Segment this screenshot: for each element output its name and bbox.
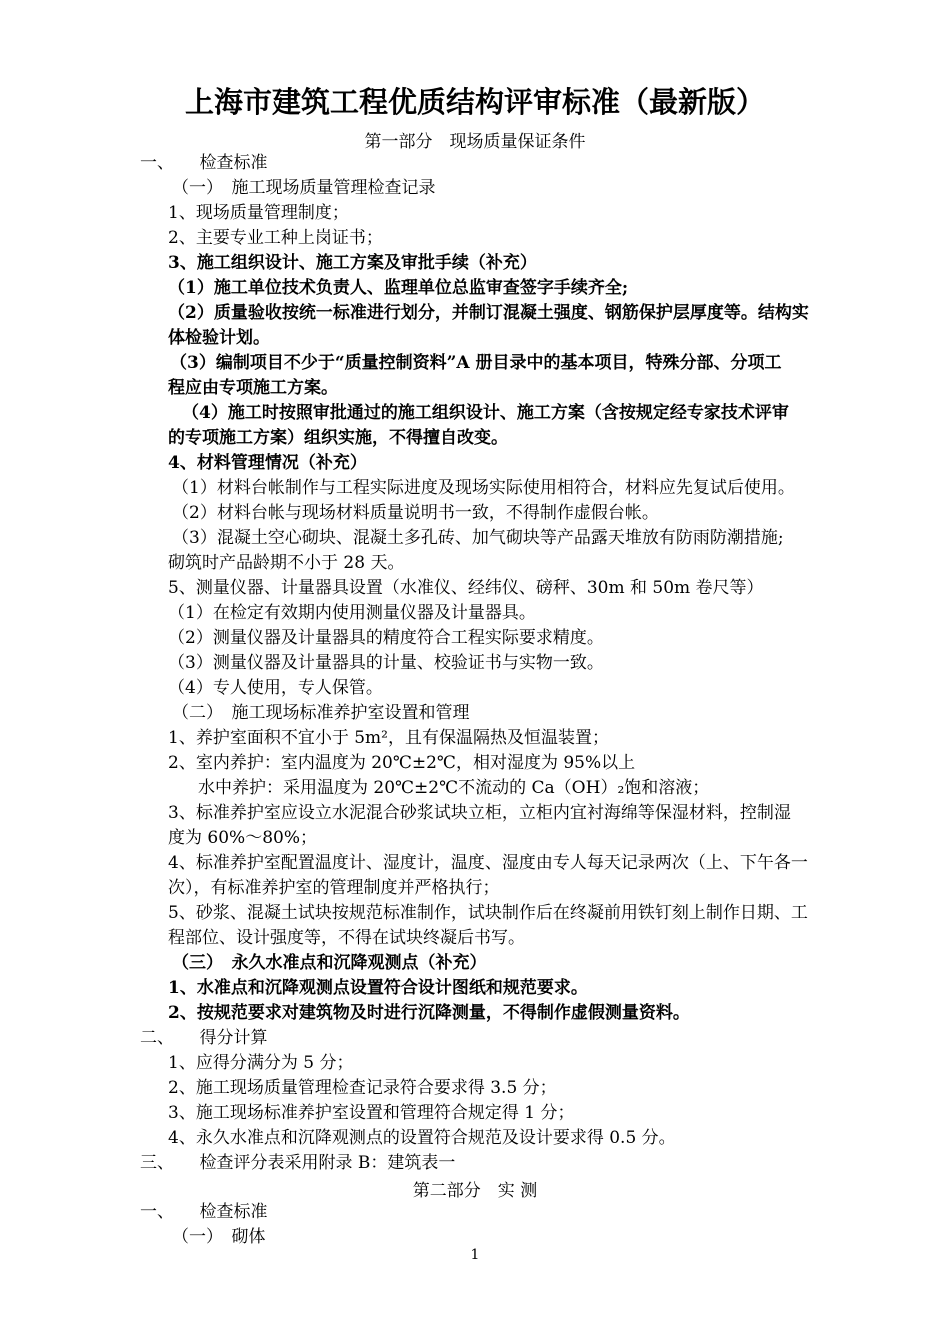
item-3-4-line1: （4）施工时按照审批通过的施工组织设计、施工方案（含按规定经专家技术评审	[182, 403, 789, 423]
curing-item-5-line2: 程部位、设计强度等，不得在试块终凝后书写。	[168, 928, 525, 948]
item-4-3-line1: （3）混凝土空心砌块、混凝土多孔砖、加气砌块等产品露天堆放有防雨防潮措施;	[172, 528, 784, 548]
section3-heading: 三、 检查评分表采用附录 B：建筑表一	[140, 1153, 456, 1173]
part2-section1-heading: 一、 检查标准	[140, 1202, 268, 1222]
item-5-2: （2）测量仪器及计量器具的精度符合工程实际要求精度。	[168, 628, 604, 648]
benchmark-item-1: 1、水准点和沉降观测点设置符合设计图纸和规范要求。	[168, 978, 588, 998]
item-4-2: （2）材料台帐与现场材料质量说明书一致，不得制作虚假台帐。	[172, 503, 659, 523]
item-3-3-line2: 程应由专项施工方案。	[168, 378, 338, 398]
part1-title: 第一部分 现场质量保证条件	[364, 132, 586, 152]
curing-item-2: 2、室内养护：室内温度为 20℃±2℃，相对湿度为 95%以上	[168, 753, 636, 773]
item-5-1: （1）在检定有效期内使用测量仪器及计量器具。	[168, 603, 536, 623]
item-1: 1、现场质量管理制度；	[168, 203, 349, 223]
score-item-4: 4、永久水准点和沉降观测点的设置符合规范及设计要求得 0.5 分。	[168, 1128, 676, 1148]
score-item-2: 2、施工现场质量管理检查记录符合要求得 3.5 分；	[168, 1078, 557, 1098]
item-3-4-line2: 的专项施工方案）组织实施，不得擅自改变。	[168, 428, 508, 448]
page-number: 1	[470, 1247, 480, 1263]
curing-item-4-line1: 4、标准养护室配置温度计、湿度计，温度、湿度由专人每天记录两次（上、下午各一	[168, 853, 808, 873]
subsection1-heading: （一） 施工现场质量管理检查记录	[172, 178, 436, 198]
curing-item-3-line2: 度为 60%～80%；	[168, 828, 317, 848]
item-3-1: （1）施工单位技术负责人、监理单位总监审查签字手续齐全;	[168, 278, 629, 298]
item-3: 3、施工组织设计、施工方案及审批手续（补充）	[168, 253, 537, 273]
item-5-4: （4）专人使用，专人保管。	[168, 678, 383, 698]
item-4-1: （1）材料台帐制作与工程实际进度及现场实际使用相符合，材料应先复试后使用。	[172, 478, 795, 498]
item-3-2-line1: （2）质量验收按统一标准进行划分，并制订混凝土强度、钢筋保护层厚度等。结构实	[168, 303, 809, 323]
score-item-1: 1、应得分满分为 5 分；	[168, 1053, 354, 1073]
part2-subsection1-heading: （一） 砌体	[172, 1227, 266, 1247]
section1-heading: 一、 检查标准	[140, 153, 268, 173]
document-title: 上海市建筑工程优质结构评审标准（最新版）	[184, 85, 765, 119]
item-5-3: （3）测量仪器及计量器具的计量、校验证书与实物一致。	[168, 653, 604, 673]
item-4: 4、材料管理情况（补充）	[168, 453, 367, 473]
curing-item-1: 1、养护室面积不宜小于 5m²，且有保温隔热及恒温装置；	[168, 728, 609, 748]
item-5: 5、测量仪器、计量器具设置（水准仪、经纬仪、磅秤、30m 和 50m 卷尺等）	[168, 578, 764, 598]
subsection3-heading: （三） 永久水准点和沉降观测点（补充）	[172, 953, 487, 973]
item-2: 2、主要专业工种上岗证书；	[168, 228, 383, 248]
benchmark-item-2: 2、按规范要求对建筑物及时进行沉降测量，不得制作虚假测量资料。	[168, 1003, 690, 1023]
score-item-3: 3、施工现场标准养护室设置和管理符合规定得 1 分；	[168, 1103, 575, 1123]
part2-title: 第二部分 实 测	[412, 1181, 538, 1201]
curing-item-5-line1: 5、砂浆、混凝土试块按规范标准制作，试块制作后在终凝前用铁钉刻上制作日期、工	[168, 903, 808, 923]
curing-item-3-line1: 3、标准养护室应设立水泥混合砂浆试块立柜，立柜内宜衬海绵等保湿材料，控制湿	[168, 803, 791, 823]
item-3-2-line2: 体检验计划。	[168, 328, 270, 348]
curing-item-2b: 水中养护：采用温度为 20℃±2℃不流动的 Ca（OH）₂饱和溶液；	[198, 778, 710, 798]
item-4-3-line2: 砌筑时产品龄期不小于 28 天。	[168, 553, 405, 573]
section2-heading: 二、 得分计算	[140, 1028, 268, 1048]
item-3-3-line1: （3）编制项目不少于“质量控制资料”A 册目录中的基本项目，特殊分部、分项工	[170, 353, 782, 373]
subsection2-heading: （二） 施工现场标准养护室设置和管理	[172, 703, 470, 723]
curing-item-4-line2: 次），有标准养护室的管理制度并严格执行；	[168, 878, 500, 898]
